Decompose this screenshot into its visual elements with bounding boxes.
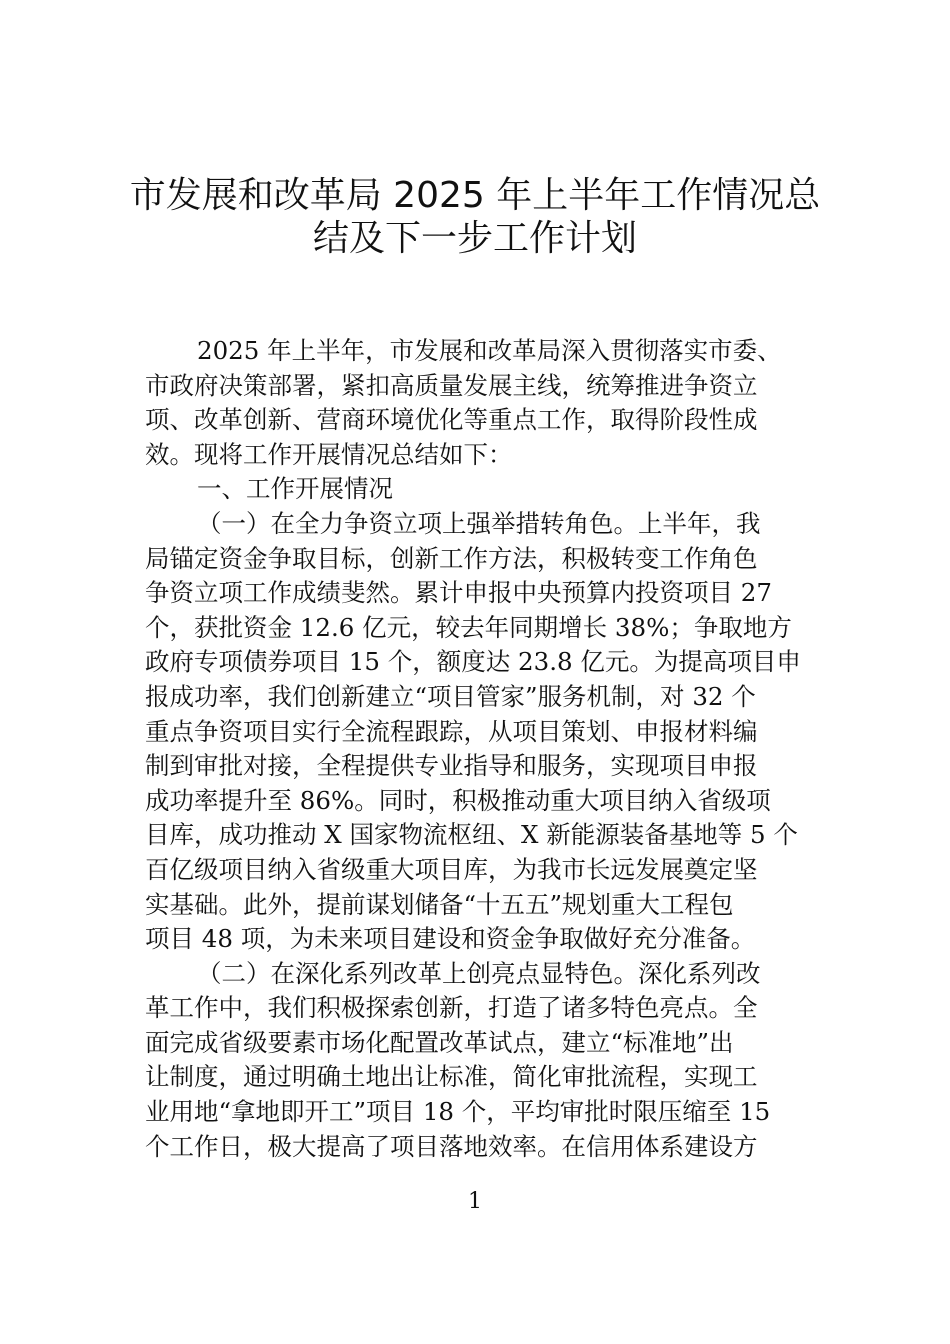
- paragraph-intro-line: 效。现将工作开展情况总结如下：: [145, 439, 513, 469]
- paragraph-intro-line: 市政府决策部署，紧扣高质量发展主线，统筹推进争资立: [145, 370, 758, 400]
- document-title-line-2: 结及下一步工作计划: [312, 218, 637, 259]
- paragraph-intro-line: 2025 年上半年，市发展和改革局深入贯彻落实市委、: [197, 336, 782, 365]
- section-heading: 一、工作开展情况: [197, 474, 393, 504]
- paragraph-two-line: 革工作中，我们积极探索创新，打造了诸多特色亮点。全: [145, 993, 758, 1023]
- paragraph-two-line: 个工作日，极大提高了项目落地效率。在信用体系建设方: [145, 1131, 758, 1161]
- paragraph-one-line: 个，获批资金 12.6 亿元，较去年同期增长 38%；争取地方: [145, 612, 792, 642]
- paragraph-one-line: 实基础。此外，提前谋划储备“十五五”规划重大工程包: [145, 889, 734, 919]
- paragraph-one-line: 局锚定资金争取目标，创新工作方法，积极转变工作角色: [145, 543, 758, 573]
- document-body: [145, 334, 809, 1164]
- paragraph-one-line: 百亿级项目纳入省级重大项目库，为我市长远发展奠定坚: [145, 854, 758, 884]
- paragraph-one-line: 争资立项工作成绩斐然。累计申报中央预算内投资项目 27: [145, 578, 772, 608]
- document-title-line-1: 市发展和改革局 2025 年上半年工作情况总: [129, 175, 821, 216]
- page-number: 1: [468, 1189, 482, 1214]
- paragraph-intro-line: 项、改革创新、营商环境优化等重点工作，取得阶段性成: [145, 405, 758, 435]
- paragraph-one-line: （一）在全力争资立项上强举措转角色。上半年，我: [197, 508, 761, 538]
- paragraph-one-line: 制到审批对接，全程提供专业指导和服务，实现项目申报: [145, 751, 758, 781]
- paragraph-one-line: 成功率提升至 86%。同时，积极推动重大项目纳入省级项: [145, 785, 771, 815]
- paragraph-one-line: 重点争资项目实行全流程跟踪，从项目策划、申报材料编: [145, 716, 758, 746]
- paragraph-one-line: 报成功率，我们创新建立“项目管家”服务机制，对 32 个: [145, 681, 756, 711]
- paragraph-one-line: 目库，成功推动 X 国家物流枢纽、X 新能源装备基地等 5 个: [145, 820, 798, 850]
- paragraph-two-line: 面完成省级要素市场化配置改革试点，建立“标准地”出: [145, 1027, 734, 1057]
- paragraph-two-line: 业用地“拿地即开工”项目 18 个，平均审批时限压缩至 15: [145, 1097, 771, 1127]
- paragraph-two-line: （二）在深化系列改革上创亮点显特色。深化系列改: [197, 958, 761, 988]
- paragraph-two-line: 让制度，通过明确土地出让标准，简化审批流程，实现工: [145, 1062, 758, 1092]
- paragraph-one-line: 项目 48 项，为未来项目建设和资金争取做好充分准备。: [145, 924, 756, 954]
- paragraph-one-line: 政府专项债券项目 15 个，额度达 23.8 亿元。为提高项目申: [145, 647, 801, 677]
